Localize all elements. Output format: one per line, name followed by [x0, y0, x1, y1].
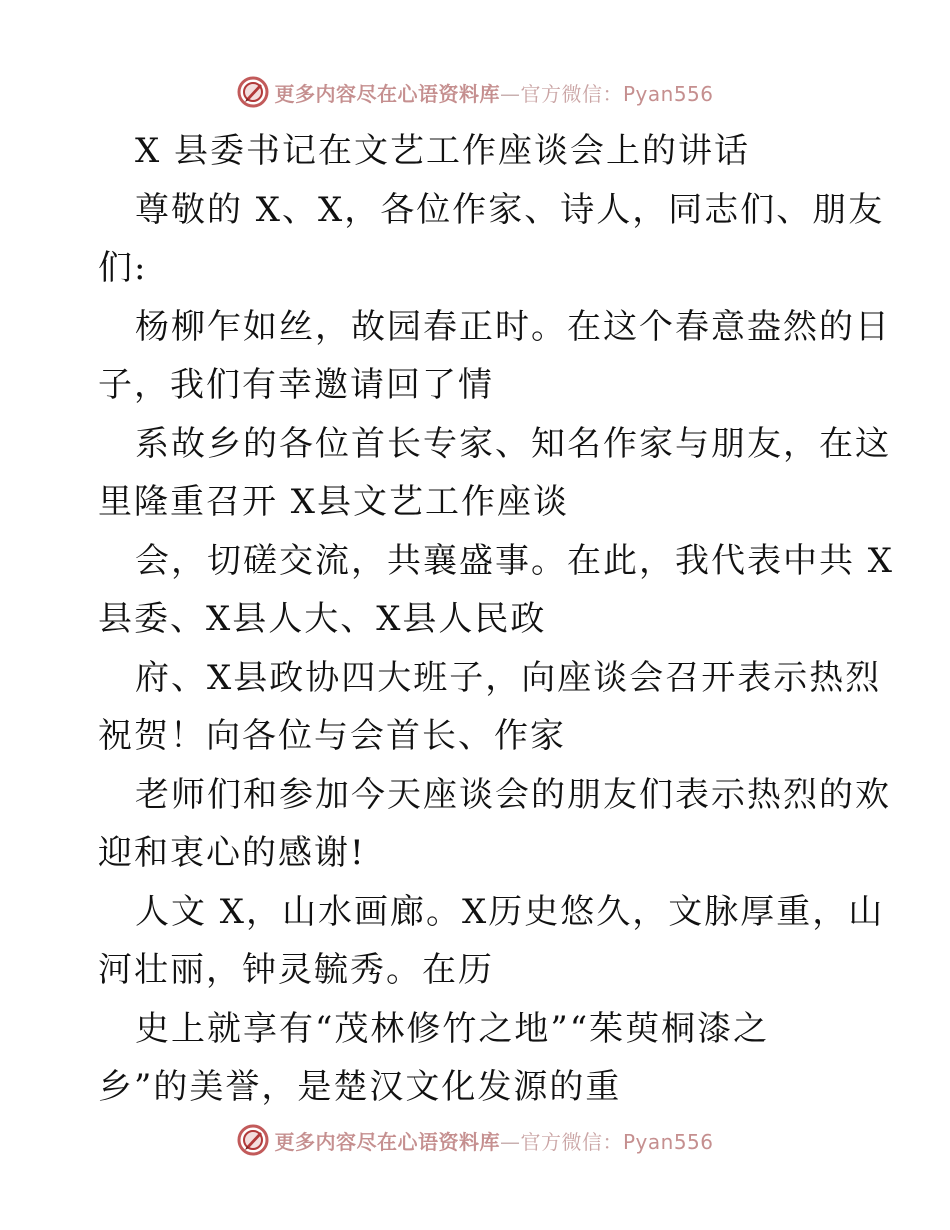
document-body [98, 122, 895, 1117]
footer-banner [0, 1120, 950, 1160]
header-banner-official-label: 官方微信： [520, 81, 623, 106]
paragraph-line: 府、X县政协四大班子，向座谈会召开表示热烈 [135, 657, 882, 698]
footer-banner-wechat-id: Pyan556 [622, 1129, 714, 1154]
paragraph-line: 尊敬的 X、X，各位作家、诗人，同志们、朋友 [135, 189, 885, 230]
header-banner-text [274, 78, 713, 107]
paragraph-line: 河壮丽，钟灵毓秀。在历 [98, 950, 494, 990]
logo-icon [236, 1123, 270, 1157]
paragraph-line: 会，切磋交流，共襄盛事。在此，我代表中共 X [135, 540, 895, 581]
document-title: X 县委书记在文艺工作座谈会上的讲话 [135, 131, 751, 171]
header-banner-wechat-id: Pyan556 [622, 81, 714, 106]
paragraph-line: 史上就享有“茂林修竹之地”“茱萸桐漆之 [135, 1008, 770, 1049]
paragraph-line: 老师们和参加今天座谈会的朋友们表示热烈的欢 [135, 774, 891, 815]
header-banner [0, 72, 950, 112]
header-banner-main-text: 更多内容尽在心语资料库 [274, 81, 500, 106]
paragraph-line: 县委、X县人大、X县人民政 [98, 599, 547, 639]
paragraph-line: 们: [98, 248, 148, 288]
paragraph-line: 系故乡的各位首长专家、知名作家与朋友，在这 [135, 423, 891, 464]
paragraph-line: 子，我们有幸邀请回了情 [98, 365, 494, 405]
footer-banner-separator: — [499, 1129, 521, 1154]
footer-banner-main-text: 更多内容尽在心语资料库 [274, 1129, 500, 1154]
paragraph-line: 乡”的美誉，是楚汉文化发源的重 [98, 1067, 622, 1107]
logo-icon [236, 75, 270, 109]
footer-banner-official-label: 官方微信： [520, 1129, 623, 1154]
footer-banner-text [274, 1126, 713, 1155]
header-banner-separator: — [499, 81, 521, 106]
paragraph-line: 迎和衷心的感谢! [98, 833, 366, 873]
paragraph-line: 杨柳乍如丝，故园春正时。在这个春意盎然的日 [135, 306, 891, 347]
paragraph-line: 里隆重召开 X县文艺工作座谈 [98, 482, 570, 522]
paragraph-line: 人文 X，山水画廊。X历史悠久，文脉厚重，山 [135, 891, 885, 932]
paragraph-line: 祝贺！向各位与会首长、作家 [98, 716, 566, 756]
